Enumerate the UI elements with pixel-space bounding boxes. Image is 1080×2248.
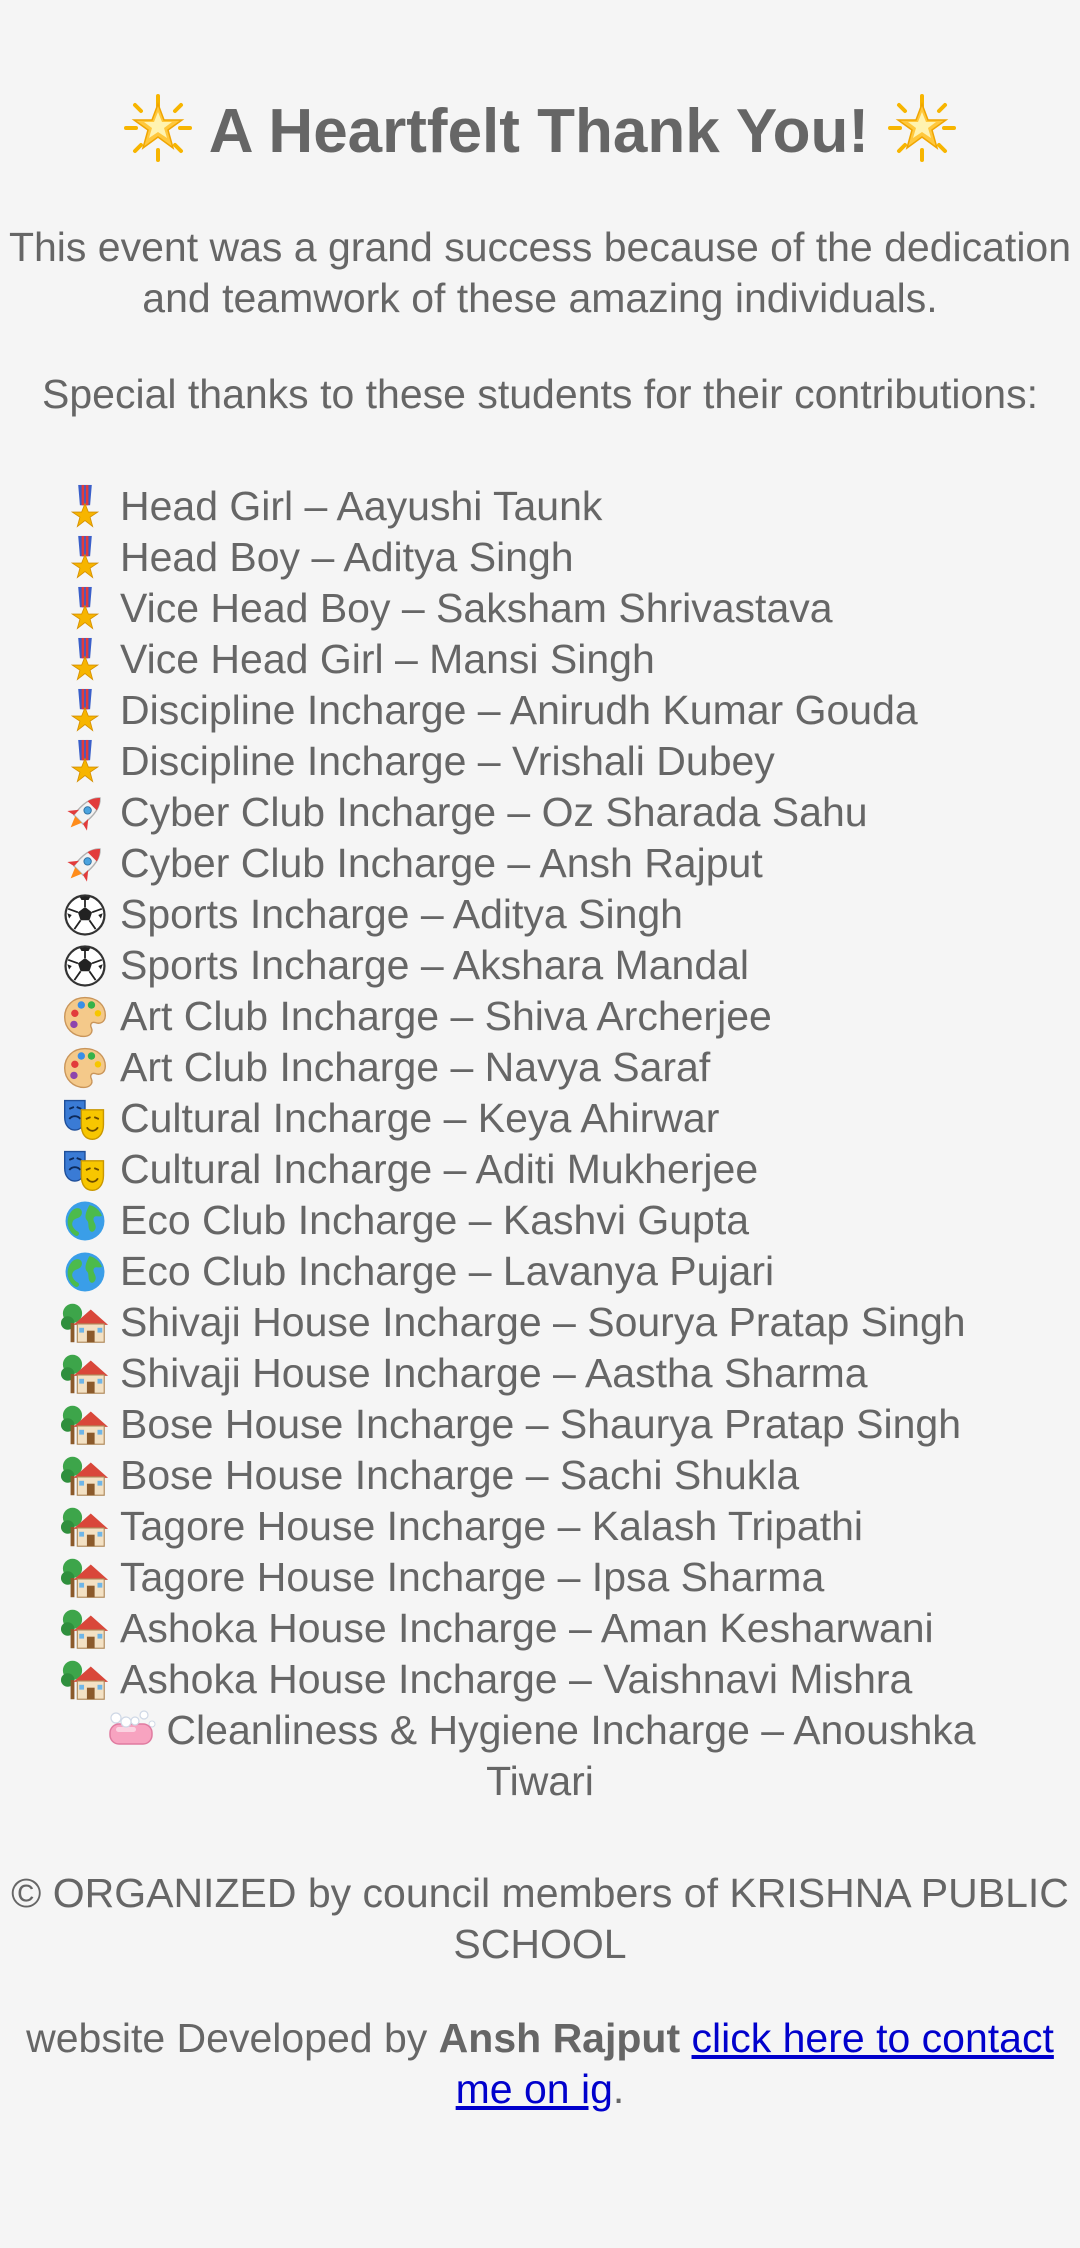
glowing-star-icon xyxy=(886,92,958,164)
list-item-text: Ashoka House Incharge – Vaishnavi Mishra xyxy=(120,1656,913,1702)
list-item xyxy=(58,787,1058,838)
page-title xyxy=(0,92,1080,172)
credit-prefix: website Developed by xyxy=(26,2015,428,2061)
list-item xyxy=(58,1399,1058,1450)
list-item xyxy=(58,532,1058,583)
list-item-text: Ashoka House Incharge – Aman Kesharwani xyxy=(120,1605,934,1651)
list-item xyxy=(58,1246,1058,1297)
globe-icon xyxy=(58,1195,112,1246)
palette-icon xyxy=(58,1042,112,1093)
list-item xyxy=(58,736,1058,787)
house-with-garden-icon xyxy=(58,1348,112,1399)
list-item xyxy=(58,838,1058,889)
list-item-text: Shivaji House Incharge – Aastha Sharma xyxy=(120,1350,868,1396)
list-item xyxy=(58,1195,1058,1246)
medal-icon xyxy=(58,736,112,787)
list-item-text: Art Club Incharge – Shiva Archerjee xyxy=(120,993,772,1039)
credit-suffix: . xyxy=(612,2066,625,2112)
list-item-text: Tagore House Incharge – Kalash Tripathi xyxy=(120,1503,864,1549)
list-item xyxy=(58,481,1058,532)
medal-icon xyxy=(58,634,112,685)
list-item xyxy=(58,1042,1058,1093)
list-item-text: Bose House Incharge – Shaurya Pratap Singh xyxy=(120,1401,962,1447)
list-item xyxy=(58,1144,1058,1195)
list-item xyxy=(58,991,1058,1042)
house-with-garden-icon xyxy=(58,1399,112,1450)
house-with-garden-icon xyxy=(58,1501,112,1552)
special-thanks-heading: Special thanks to these students for their contributions: xyxy=(42,371,1038,417)
theater-masks-icon xyxy=(58,1144,112,1195)
list-item xyxy=(58,1348,1058,1399)
house-with-garden-icon xyxy=(58,1603,112,1654)
page-title-text: A Heartfelt Thank You! xyxy=(208,97,869,166)
list-item-text: Head Girl – Aayushi Taunk xyxy=(120,483,603,529)
list-item-text: Cleanliness & Hygiene Incharge – Anoushka Tiwari xyxy=(166,1707,976,1804)
list-item xyxy=(58,1093,1058,1144)
house-with-garden-icon xyxy=(58,1552,112,1603)
medal-icon xyxy=(58,583,112,634)
list-item xyxy=(58,1450,1058,1501)
list-item xyxy=(58,1603,1058,1654)
list-item xyxy=(60,1705,1020,1807)
list-item-text: Art Club Incharge – Navya Saraf xyxy=(120,1044,711,1090)
list-item-text: Vice Head Girl – Mansi Singh xyxy=(120,636,655,682)
house-with-garden-icon xyxy=(58,1297,112,1348)
rocket-icon xyxy=(58,787,112,838)
list-item xyxy=(58,889,1058,940)
list-item-text: Eco Club Incharge – Kashvi Gupta xyxy=(120,1197,750,1243)
list-item-text: Cyber Club Incharge – Oz Sharada Sahu xyxy=(120,789,868,835)
house-with-garden-icon xyxy=(58,1450,112,1501)
developer-name: Ansh Rajput xyxy=(438,2015,681,2061)
soap-icon xyxy=(104,1708,158,1748)
developer-credit xyxy=(0,2013,1080,2115)
list-item-text: Eco Club Incharge – Lavanya Pujari xyxy=(120,1248,775,1294)
list-item-text: Sports Incharge – Aditya Singh xyxy=(120,891,683,937)
list-item xyxy=(58,1552,1058,1603)
list-item-text: Head Boy – Aditya Singh xyxy=(120,534,574,580)
rocket-icon xyxy=(58,838,112,889)
palette-icon xyxy=(58,991,112,1042)
list-item-text: Shivaji House Incharge – Sourya Pratap Singh xyxy=(120,1299,966,1345)
list-item xyxy=(58,1297,1058,1348)
list-item-text: Sports Incharge – Akshara Mandal xyxy=(120,942,750,988)
house-with-garden-icon xyxy=(58,1654,112,1705)
organized-by-footer: © ORGANIZED by council members of KRISHNA PUBLIC SCHOOL xyxy=(11,1870,1069,1967)
list-item-text: Cyber Club Incharge – Ansh Rajput xyxy=(120,840,763,886)
soccer-ball-icon xyxy=(58,940,112,991)
medal-icon xyxy=(58,685,112,736)
list-item xyxy=(58,583,1058,634)
theater-masks-icon xyxy=(58,1093,112,1144)
list-item-text: Cultural Incharge – Aditi Mukherjee xyxy=(120,1146,759,1192)
list-item xyxy=(58,1654,1058,1705)
list-item-text: Cultural Incharge – Keya Ahirwar xyxy=(120,1095,720,1141)
medal-icon xyxy=(58,532,112,583)
glowing-star-icon xyxy=(122,92,194,164)
soccer-ball-icon xyxy=(58,889,112,940)
globe-icon xyxy=(58,1246,112,1297)
contributors-list xyxy=(58,481,1058,1705)
list-item-text: Discipline Incharge – Anirudh Kumar Gouda xyxy=(120,687,918,733)
intro-paragraph: This event was a grand success because of the dedication and teamwork of these amazing individuals. xyxy=(8,224,1072,321)
instagram-contact-link[interactable]: click here to contact me on ig xyxy=(455,2015,1054,2112)
list-item-text: Tagore House Incharge – Ipsa Sharma xyxy=(120,1554,825,1600)
list-item-text: Bose House Incharge – Sachi Shukla xyxy=(120,1452,800,1498)
list-item xyxy=(58,940,1058,991)
list-item xyxy=(58,1501,1058,1552)
medal-icon xyxy=(58,481,112,532)
list-item-text: Discipline Incharge – Vrishali Dubey xyxy=(120,738,775,784)
list-item xyxy=(58,634,1058,685)
list-item xyxy=(58,685,1058,736)
list-item-text: Vice Head Boy – Saksham Shrivastava xyxy=(120,585,833,631)
